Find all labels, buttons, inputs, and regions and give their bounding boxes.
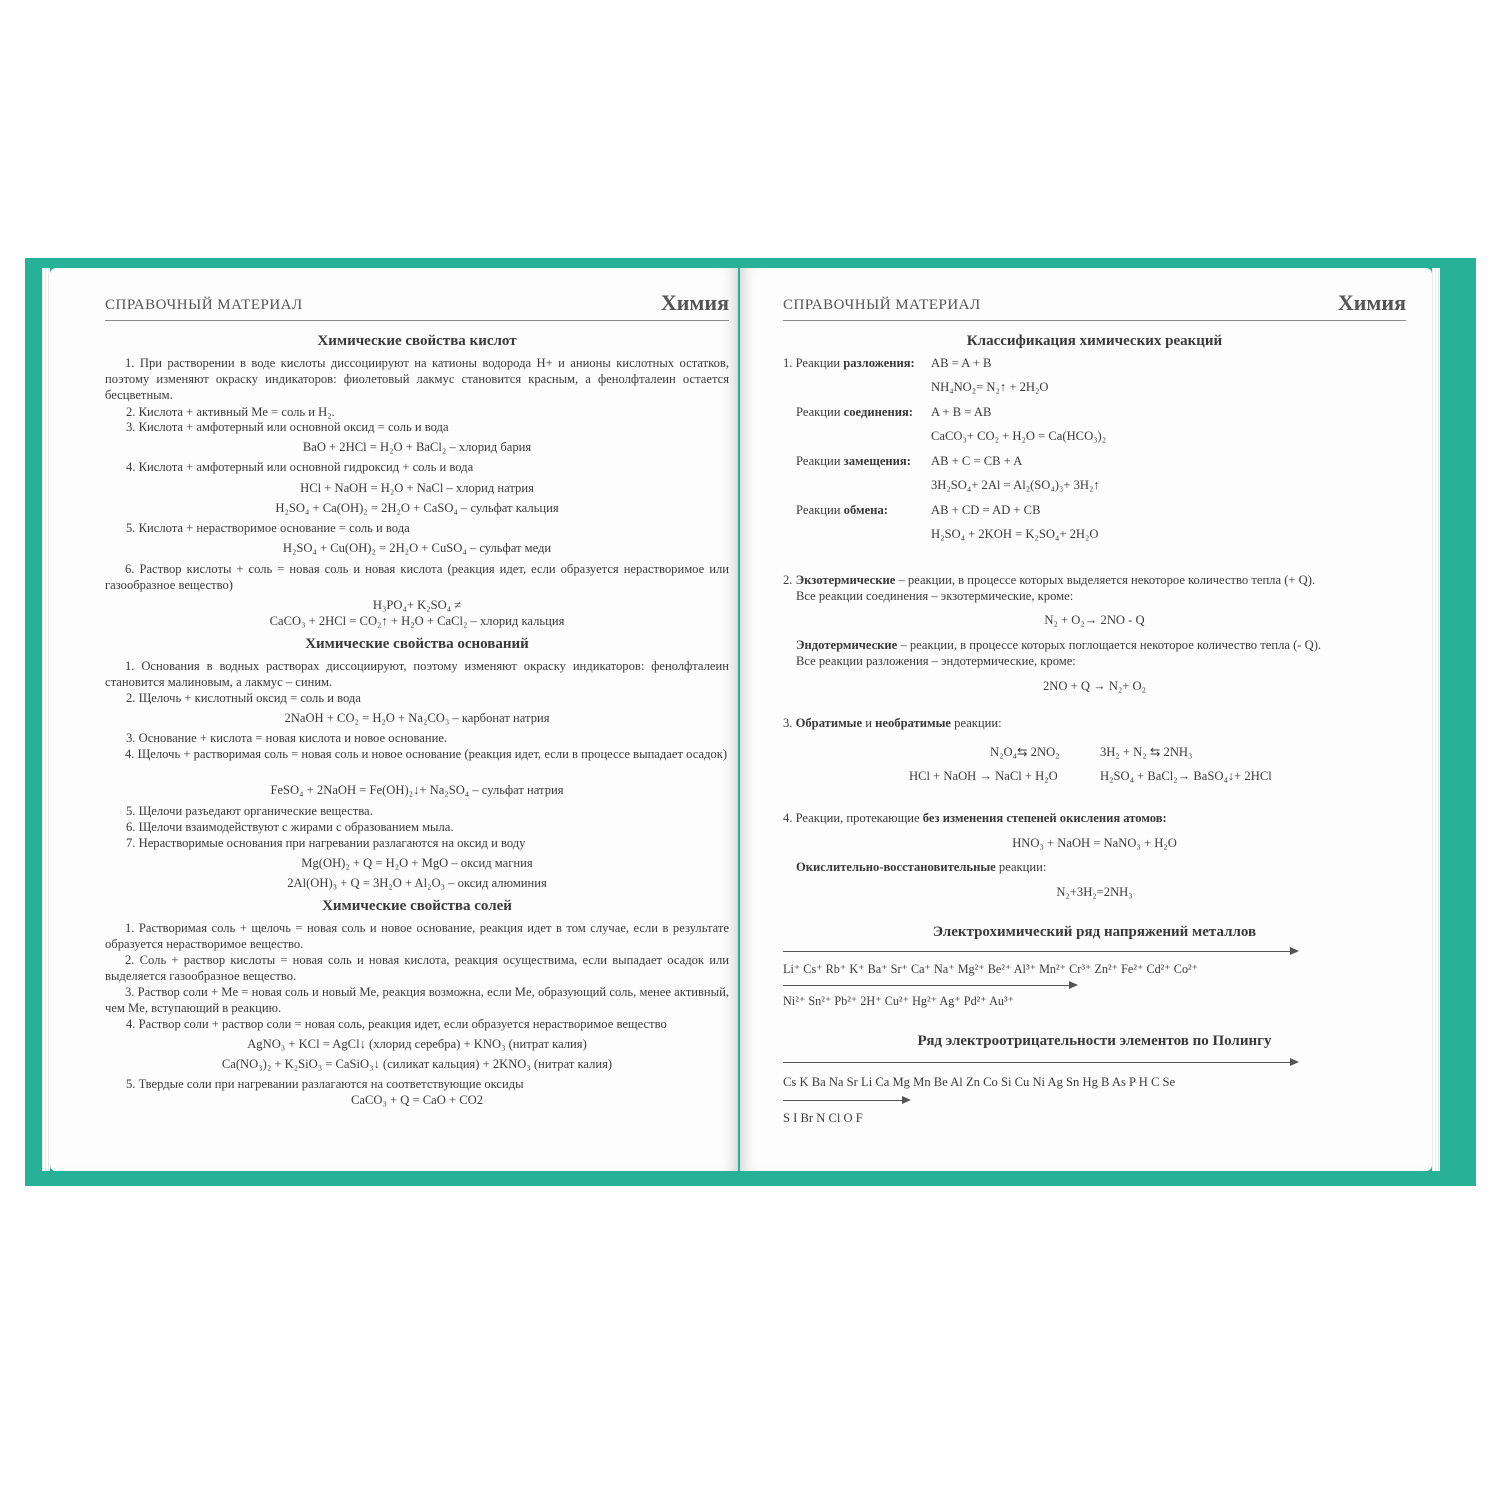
endothermic-definition: Эндотермические – реакции, в процессе которых поглощается некоторое количество тепла (- Q).	[796, 638, 1322, 652]
bases-paragraph-1: 1. Основания в водных растворах диссоциируют, поэтому изменяют окраску индикаторов: фенолфталеин становится малиновым, а лакмус – синим.	[105, 659, 729, 689]
subject-title: Химия	[1337, 290, 1406, 315]
exothermic-note: Все реакции соединения – экзотермические, кроме:	[796, 589, 1074, 603]
page-edges-left	[42, 268, 50, 1171]
salts-heading: Химические свойства солей	[322, 898, 512, 914]
metals-series-row-1: Li⁺ Cs⁺ Rb⁺ K⁺ Ba⁺ Sr⁺ Ca⁺ Na⁺ Mg²⁺ Be²⁺ Al³⁺ Mn²⁺ Cr³⁺ Zn²⁺ Fe²⁺ Cd²⁺ Co²⁺	[783, 962, 1199, 976]
exothermic-definition: 2. Экзотермические – реакции, в процессе которых выделяется некоторое количество тепла (+ Q).	[783, 573, 1316, 587]
reversible-equation-1: N₂O₄⇆ 2NO₂	[990, 745, 1060, 759]
acids-heading: Химические свойства кислот	[317, 333, 517, 349]
pauling-series-row-2: S I Br N Cl O F	[783, 1111, 863, 1125]
acids-equation-4b: H₂SO₄ + Ca(OH)₂ = 2H₂O + CaSO₄ – сульфат кальция	[275, 501, 559, 515]
acids-paragraph-3: 3. Кислота + амфотерный или основной оксид = соль и вода	[126, 420, 449, 434]
page-edges-right	[1432, 268, 1440, 1171]
irreversible-equation-1: HCl + NaOH → NaCl + H₂O	[909, 769, 1058, 783]
pauling-series-heading: Ряд электроотрицательности элементов по Полингу	[917, 1033, 1272, 1049]
acids-paragraph-4: 4. Кислота + амфотерный или основной гидроксид + соль и вода	[126, 460, 474, 474]
decomposition-equation-1: AB = A + B	[931, 356, 992, 370]
bases-paragraph-4: 4. Щелочь + растворимая соль = новая соль и новое основание (реакция идет, если в процессе выпадает осадок)	[125, 747, 728, 761]
salts-paragraph-5: 5. Твердые соли при нагревании разлагаются на соответствующие оксиды	[126, 1077, 524, 1091]
classification-heading: Классификация химических реакций	[966, 333, 1223, 349]
decomposition-equation-2: NH₄NO₂= N₂↑ + 2H₂O	[931, 380, 1049, 394]
acids-paragraph-1: 1. При растворении в воде кислоты диссоциируют на катионы водорода H+ и анионы кислотных остатков, поэтому изменяют окраску индикаторов: фиолетовый лакмус становится красным, а фенолфталеин остается бесцветным.	[105, 356, 729, 402]
salts-paragraph-2: 2. Соль + раствор кислоты = новая соль и новая кислота, реакция осуществима, если выпадает осадок или выделяется газообразное вещество.	[105, 953, 729, 983]
acids-paragraph-2: 2. Кислота + активный Me = соль и H₂.	[126, 405, 335, 419]
no-oxidation-change-equation: HNO₃ + NaOH = NaNO₃ + H₂O	[1012, 836, 1177, 850]
combination-equation-2: CaCO₃+ CO₂ + H₂O = Ca(HCO₃)₂	[931, 429, 1107, 443]
left-page-header	[105, 290, 729, 321]
salts-paragraph-1: 1. Растворимая соль + щелочь = новая соль и новое основание, реакция идет в том случае, если в результате образуется нерастворимое вещество.	[105, 921, 729, 951]
right-page-header	[783, 290, 1406, 321]
redox-equation: N₂+3H₂=2NH₃	[1056, 885, 1133, 899]
endothermic-note: Все реакции разложения – эндотермические, кроме:	[796, 654, 1076, 668]
combination-label: Реакции соединения:	[796, 405, 913, 419]
reversible-equation-2: 3H₂ + N₂ ⇆ 2NH₃	[1100, 745, 1193, 759]
bases-paragraph-7: 7. Нерастворимые основания при нагревании разлагаются на оксид и воду	[126, 836, 526, 850]
metals-series-row-2: Ni²⁺ Sn²⁺ Pb²⁺ 2H⁺ Cu²⁺ Hg²⁺ Ag⁺ Pd²⁺ Au³⁺	[783, 994, 1015, 1008]
salts-paragraph-4: 4. Раствор соли + раствор соли = новая соль, реакция идет, если образуется нерастворимое вещество	[126, 1017, 667, 1031]
redox-heading: Окислительно-восстановительные реакции:	[796, 860, 1047, 874]
metals-series-arrow-1	[783, 951, 1297, 952]
exchange-equation-2: H₂SO₄ + 2KOH = K₂SO₄+ 2H₂O	[931, 527, 1099, 541]
bases-paragraph-3: 3. Основание + кислота = новая кислота и новое основание.	[126, 731, 448, 745]
subject-title: Химия	[660, 290, 729, 315]
salts-equation-5: CaCO₃ + Q = CaO + CO2	[350, 1093, 484, 1107]
bases-heading: Химические свойства оснований	[305, 636, 529, 652]
acids-equation-4a: HCl + NaOH = H₂O + NaCl – хлорид натрия	[300, 481, 534, 495]
acids-equation-3: BaO + 2HCl = H₂O + BaCl₂ – хлорид бария	[302, 440, 532, 454]
substitution-equation-1: AB + C = CB + A	[931, 454, 1023, 468]
substitution-label: Реакции замещения:	[796, 454, 911, 468]
bases-paragraph-5: 5. Щелочи разъедают органические вещества.	[126, 804, 373, 818]
combination-equation-1: A + B = AB	[931, 405, 992, 419]
pauling-series-arrow-2	[783, 1100, 909, 1101]
exothermic-exception-equation: N₂ + O₂→ 2NO - Q	[1044, 613, 1145, 627]
salts-equation-4b: Ca(NO₃)₂ + K₂SiO₃ = CaSiO₃↓ (силикат кальция) + 2KNO₃ (нитрат калия)	[221, 1057, 613, 1071]
section-label: СПРАВОЧНЫЙ МАТЕРИАЛ	[105, 297, 303, 313]
metals-series-arrow-2	[783, 985, 1076, 986]
salts-equation-4a: AgNO₃ + KCl = AgCl↓ (хлорид серебра) + KNO₃ (нитрат калия)	[247, 1037, 587, 1051]
pauling-series-arrow-1	[783, 1062, 1297, 1063]
acids-equation-5: H₂SO₄ + Cu(OH)₂ = 2H₂O + CuSO₄ – сульфат меди	[282, 541, 552, 555]
bases-equation-7b: 2Al(OH)₃ + Q = 3H₂O + Al₂O₃ – оксид алюминия	[287, 876, 547, 890]
endothermic-exception-equation: 2NO + Q → N₂+ O₂	[1042, 679, 1147, 693]
acids-paragraph-5: 5. Кислота + нерастворимое основание = соль и вода	[126, 521, 410, 535]
exchange-equation-1: AB + CD = AD + CB	[931, 503, 1041, 517]
decomposition-label: 1. Реакции разложения:	[783, 356, 915, 370]
acids-equation-6b: CaCO₃ + 2HCl = CO₂↑ + H₂O + CaCl₂ – хлорид кальция	[269, 614, 565, 628]
metals-series-heading: Электрохимический ряд напряжений металлов	[932, 924, 1257, 940]
bases-equation-7a: Mg(OH)₂ + Q = H₂O + MgO – оксид магния	[301, 856, 533, 870]
bases-paragraph-2: 2. Щелочь + кислотный оксид = соль и вода	[126, 691, 361, 705]
substitution-equation-2: 3H₂SO₄+ 2Al = Al₂(SO₄)₃+ 3H₂↑	[931, 478, 1100, 492]
salts-paragraph-3: 3. Раствор соли + Me = новая соль и новый Me, реакция возможна, если Me, образующий соль, менее активный, чем Me, вступающий в реакцию.	[105, 985, 729, 1015]
bases-equation-4: FeSO₄ + 2NaOH = Fe(OH)₂↓+ Na₂SO₄ – сульфат натрия	[270, 783, 564, 797]
pauling-series-row-1: Cs K Ba Na Sr Li Ca Mg Mn Be Al Zn Co Si Cu Ni Ag Sn Hg B As P H C Se	[783, 1075, 1176, 1089]
section-label: СПРАВОЧНЫЙ МАТЕРИАЛ	[783, 297, 981, 313]
bases-paragraph-6: 6. Щелочи взаимодействуют с жирами с образованием мыла.	[126, 820, 454, 834]
acids-paragraph-6: 6. Раствор кислоты + соль = новая соль и новая кислота (реакция идет, если образуется нерастворимое или газообразное вещество)	[105, 562, 729, 592]
reversible-heading: 3. Обратимые и необратимые реакции:	[783, 716, 1002, 730]
acids-equation-6a: H₃PO₄+ K₂SO₄ ≠	[372, 598, 462, 612]
exchange-label: Реакции обмена:	[796, 503, 888, 517]
bases-equation-2: 2NaOH + CO₂ = H₂O + Na₂CO₃ – карбонат натрия	[284, 711, 550, 725]
irreversible-equation-2: H₂SO₄ + BaCl₂→ BaSO₄↓+ 2HCl	[1100, 769, 1272, 783]
no-oxidation-change-heading: 4. Реакции, протекающие без изменения степеней окисления атомов:	[783, 811, 1167, 825]
